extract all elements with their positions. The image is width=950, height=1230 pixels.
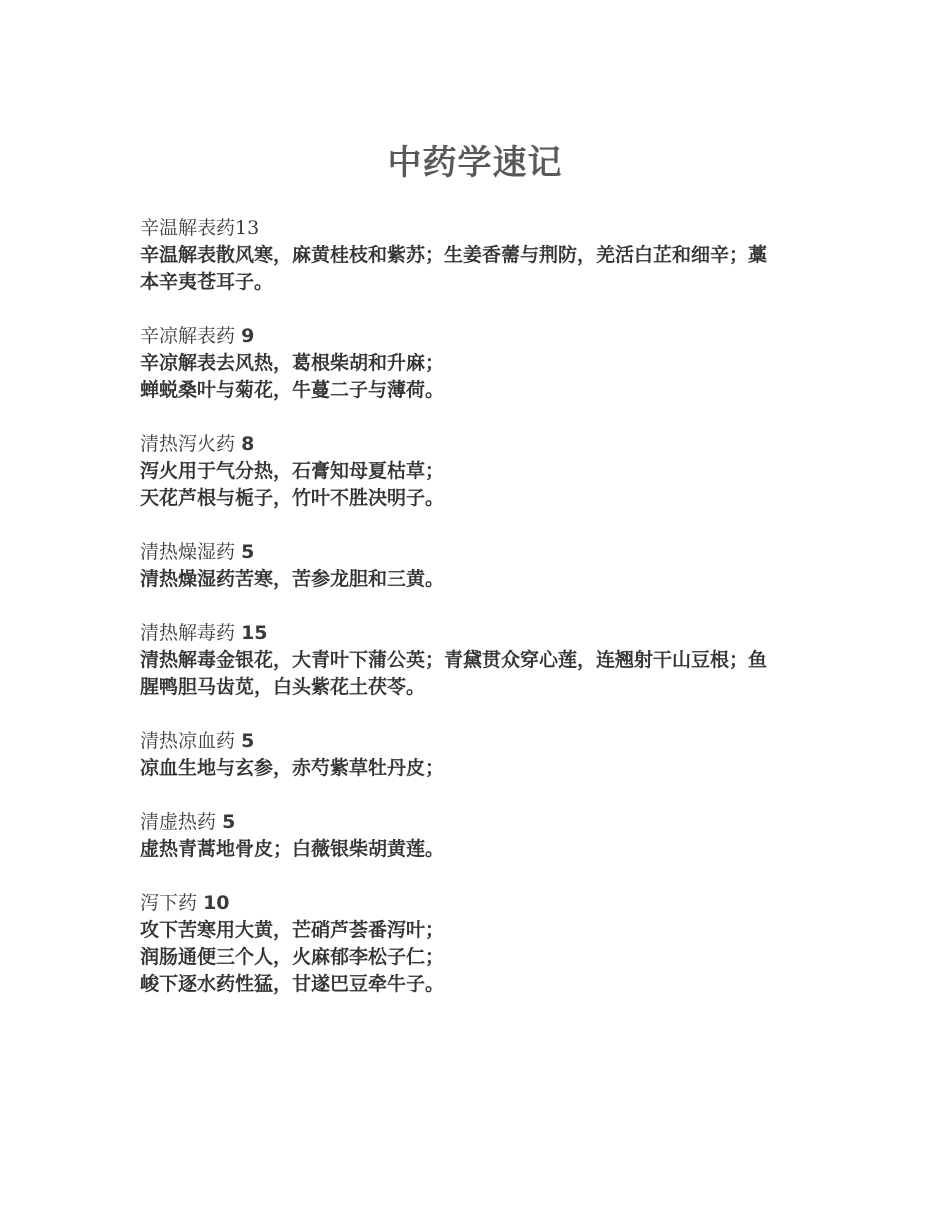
- document-title: 中药学速记: [387, 143, 563, 183]
- section-xinwen-jiebiao: [140, 214, 780, 296]
- verse-line: 虚热青蒿地骨皮；白薇银柴胡黄莲。: [140, 838, 445, 860]
- section-heading: [140, 727, 780, 755]
- section-heading-count: 5: [241, 541, 255, 563]
- section-xiexia: [140, 889, 780, 998]
- verse-line: 攻下苦寒用大黄，芒硝芦荟番泻叶；: [140, 919, 445, 941]
- section-heading-count: 9: [241, 325, 255, 347]
- section-heading-label: 清热凉血药: [140, 730, 236, 752]
- section-heading-count: 15: [241, 622, 268, 644]
- section-heading-count: 8: [241, 433, 255, 455]
- verse-line: 辛凉解表去风热，葛根柴胡和升麻；: [140, 352, 445, 374]
- verse-line: 清热解毒金银花，大青叶下蒲公英；青黛贯众穿心莲，连翘射干山豆根；鱼腥鸭胆马齿苋，白头紫花土茯苓。: [140, 649, 768, 698]
- section-qingre-jiedu: [140, 619, 780, 701]
- section-heading-label: 清热解毒药: [140, 622, 236, 644]
- verse-line: 辛温解表散风寒，麻黄桂枝和紫苏；生姜香薷与荆防，羌活白芷和细辛；藁本辛夷苍耳子。: [140, 244, 768, 293]
- section-heading-count: 10: [203, 892, 230, 914]
- section-qingre-liangxue: [140, 727, 780, 782]
- section-heading: [140, 808, 780, 836]
- section-xinliang-jiebiao: [140, 322, 780, 404]
- verse-line: 峻下逐水药性猛，甘遂巴豆牵牛子。: [140, 973, 445, 995]
- verse-line: 天花芦根与栀子，竹叶不胜决明子。: [140, 487, 445, 509]
- section-qing-xure: [140, 808, 780, 863]
- verse-line: 泻火用于气分热，石膏知母夏枯草；: [140, 460, 445, 482]
- verse-line: 清热燥湿药苦寒，苦参龙胆和三黄。: [140, 568, 445, 590]
- section-heading: [140, 889, 780, 917]
- section-heading: [140, 430, 780, 458]
- verse-line: 凉血生地与玄参，赤芍紫草牡丹皮；: [140, 757, 445, 779]
- section-heading: [140, 322, 780, 350]
- section-heading-label: 辛凉解表药: [140, 325, 236, 347]
- section-heading: [140, 214, 780, 242]
- section-heading-label: 泻下药: [140, 892, 198, 914]
- section-heading-count: 5: [222, 811, 236, 833]
- section-heading-label: 清热燥湿药: [140, 541, 236, 563]
- verse-line: 蝉蜕桑叶与菊花，牛蔓二子与薄荷。: [140, 379, 445, 401]
- section-heading: [140, 619, 780, 647]
- section-heading-count: 13: [235, 217, 260, 239]
- section-heading-count: 5: [241, 730, 255, 752]
- section-heading-label: 清热泻火药: [140, 433, 236, 455]
- verse-line: 润肠通便三个人，火麻郁李松子仁；: [140, 946, 445, 968]
- document-body: [140, 214, 780, 1024]
- section-qingre-xiehuo: [140, 430, 780, 512]
- section-heading: [140, 538, 780, 566]
- section-heading-label: 清虚热药: [140, 811, 217, 833]
- section-qingre-zaoshi: [140, 538, 780, 593]
- section-heading-label: 辛温解表药: [140, 217, 236, 239]
